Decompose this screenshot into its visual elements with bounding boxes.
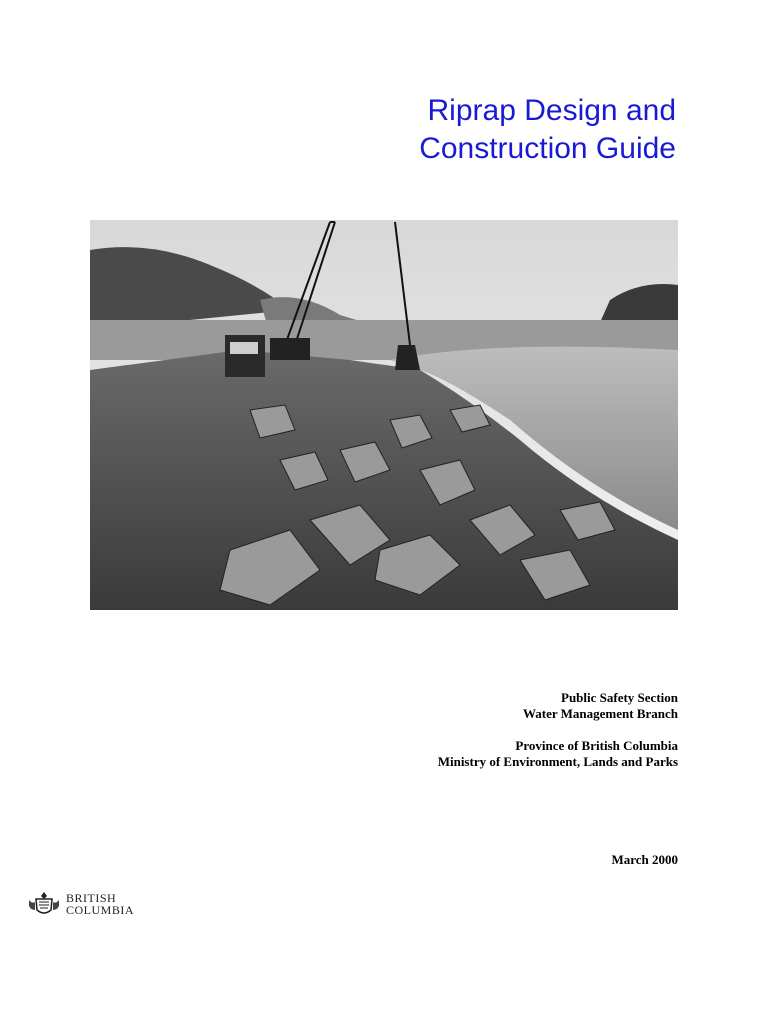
org-branch: Water Management Branch	[522, 706, 678, 721]
org-province: Province of British Columbia	[515, 738, 678, 753]
document-title	[419, 92, 676, 168]
cover-photo	[90, 220, 678, 610]
title-line-2: Construction Guide	[419, 132, 676, 165]
publication-date: March 2000	[611, 852, 678, 867]
title-line-1: Riprap Design and	[427, 94, 676, 127]
bc-logo	[26, 890, 136, 920]
logo-line-2: COLUMBIA	[66, 903, 135, 917]
org-ministry: Ministry of Environment, Lands and Parks	[437, 754, 678, 769]
bc-crest-icon	[26, 890, 62, 918]
org-section: Public Safety Section	[561, 690, 678, 705]
organization-block	[438, 690, 678, 770]
logo-line-1: BRITISH	[66, 891, 117, 905]
riprap-riverbank-photo	[90, 220, 678, 610]
